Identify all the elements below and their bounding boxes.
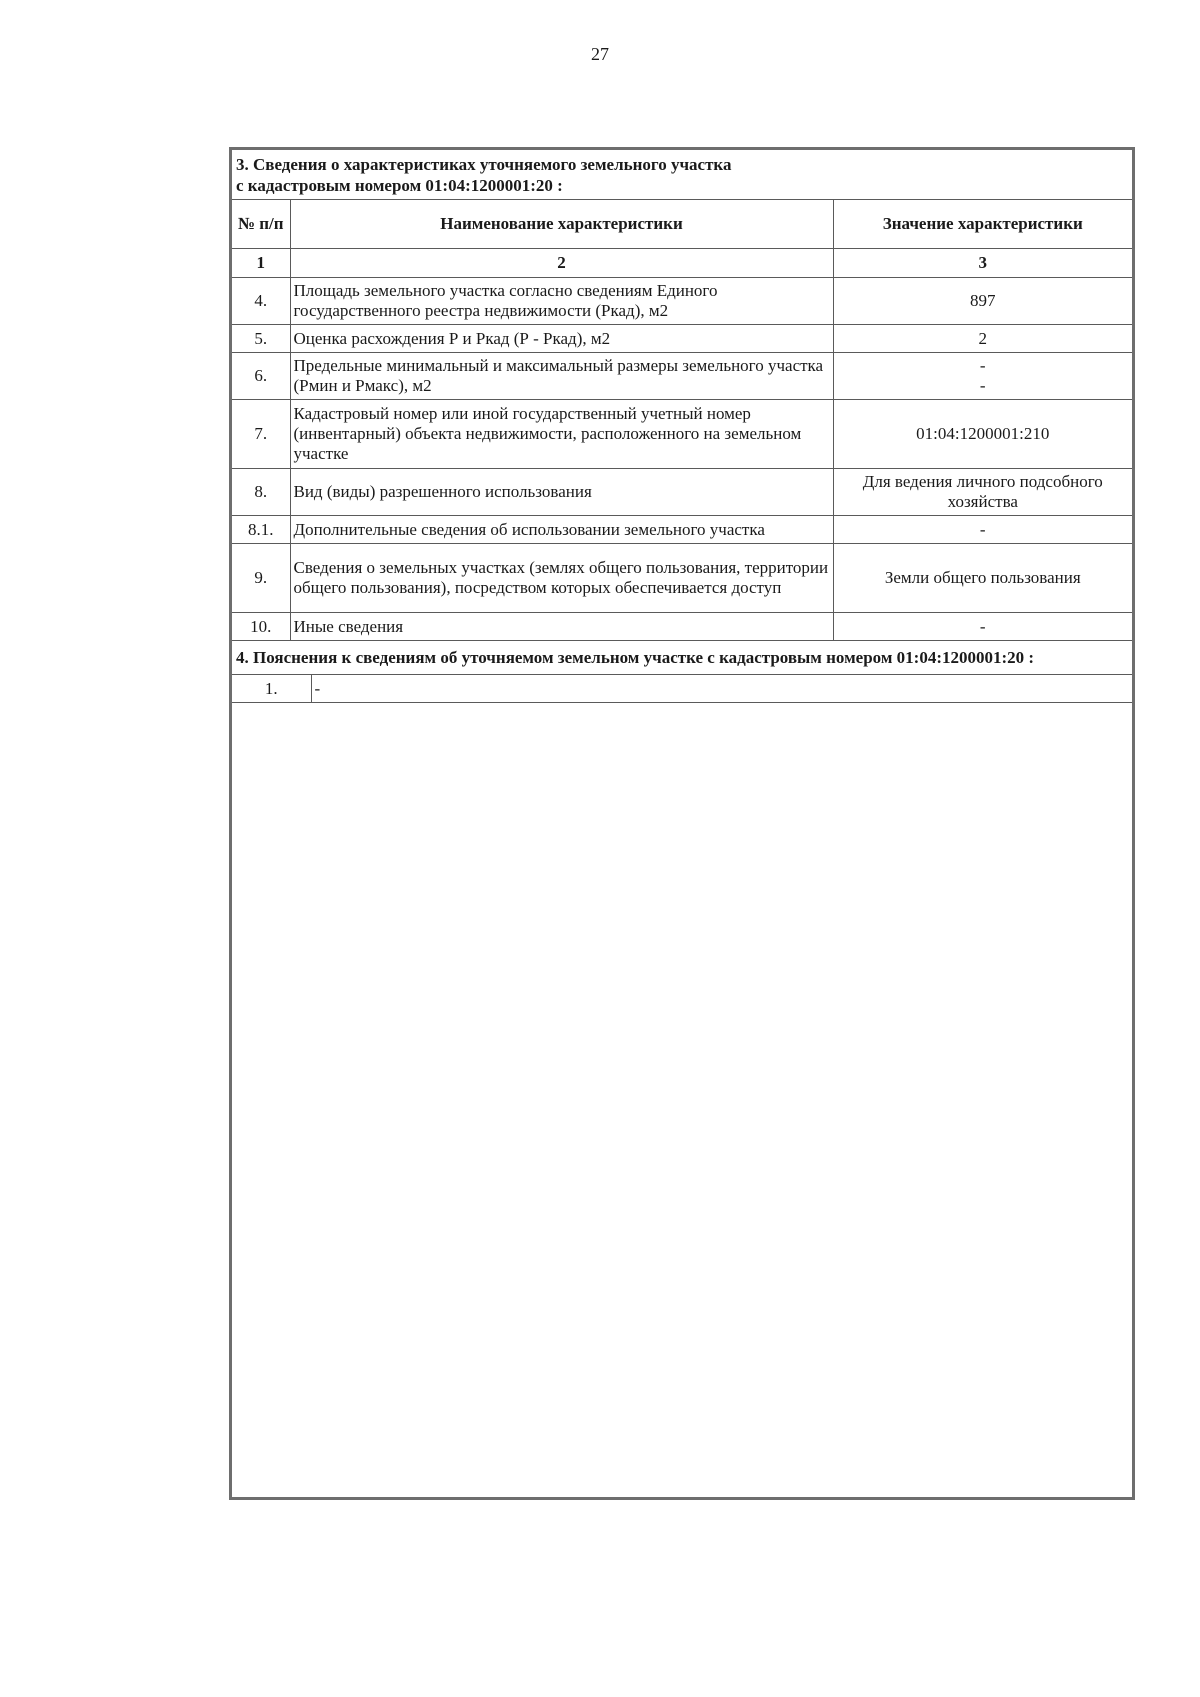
max-size-value: - (979, 376, 986, 395)
explanations-table (232, 640, 1132, 703)
row-value: - (833, 516, 1132, 544)
section-3-title-line-2: с кадастровым номером 01:04:1200001:20 : (236, 176, 563, 195)
row-value: 01:04:1200001:210 (833, 400, 1132, 469)
characteristics-table (232, 150, 1132, 641)
list-item (232, 675, 1132, 703)
section-3-title (232, 150, 1132, 200)
column-number-2: 2 (290, 249, 833, 278)
document-frame (229, 147, 1135, 1500)
column-number-3: 3 (833, 249, 1132, 278)
min-size-value: - (979, 356, 986, 375)
header-name: Наименование характеристики (290, 200, 833, 249)
row-number: 8.1. (232, 516, 290, 544)
row-value: 897 (833, 278, 1132, 325)
row-number: 7. (232, 400, 290, 469)
row-value (833, 353, 1132, 400)
section-4-title-row (232, 640, 1132, 675)
page-number: 27 (591, 44, 609, 64)
header-num: № п/п (232, 200, 290, 249)
row-value: Земли общего пользования (833, 544, 1132, 613)
row-value: Для ведения личного подсобного хозяйства (833, 469, 1132, 516)
table-row (232, 278, 1132, 325)
table-row (232, 613, 1132, 641)
row-number: 9. (232, 544, 290, 613)
row-value: - (833, 613, 1132, 641)
table-row (232, 544, 1132, 613)
column-number-row (232, 249, 1132, 278)
row-number: 4. (232, 278, 290, 325)
row-number: 5. (232, 325, 290, 353)
table-row (232, 516, 1132, 544)
table-header-row (232, 200, 1132, 249)
row-name: Площадь земельного участка согласно сведениям Единого государственного реестра недвижимости (Ркад), м2 (290, 278, 833, 325)
row-name: Кадастровый номер или иной государственный учетный номер (инвентарный) объекта недвижимости, расположенного на земельном участке (290, 400, 833, 469)
table-row (232, 353, 1132, 400)
row-value: 2 (833, 325, 1132, 353)
section-4-title: 4. Пояснения к сведениям об уточняемом земельном участке с кадастровым номером 01:04:1200001:20 : (232, 640, 1132, 675)
column-number-1: 1 (232, 249, 290, 278)
row-name: Оценка расхождения Р и Ркад (Р - Ркад), м2 (290, 325, 833, 353)
table-row (232, 325, 1132, 353)
row-name: Сведения о земельных участках (землях общего пользования, территории общего пользования), посредством которых обеспечивается доступ (290, 544, 833, 613)
row-name: Предельные минимальный и максимальный размеры земельного участка (Рмин и Рмакс), м2 (290, 353, 833, 400)
section-3-title-row (232, 150, 1132, 200)
header-value: Значение характеристики (833, 200, 1132, 249)
row-number: 10. (232, 613, 290, 641)
row-number: 8. (232, 469, 290, 516)
table-row (232, 469, 1132, 516)
row-name: Вид (виды) разрешенного использования (290, 469, 833, 516)
section-3-title-line-1: 3. Сведения о характеристиках уточняемого земельного участка (236, 155, 732, 174)
table-row (232, 400, 1132, 469)
explanation-text: - (311, 675, 1132, 703)
row-number: 6. (232, 353, 290, 400)
row-name: Дополнительные сведения об использовании земельного участка (290, 516, 833, 544)
explanation-number: 1. (232, 675, 311, 703)
row-name: Иные сведения (290, 613, 833, 641)
